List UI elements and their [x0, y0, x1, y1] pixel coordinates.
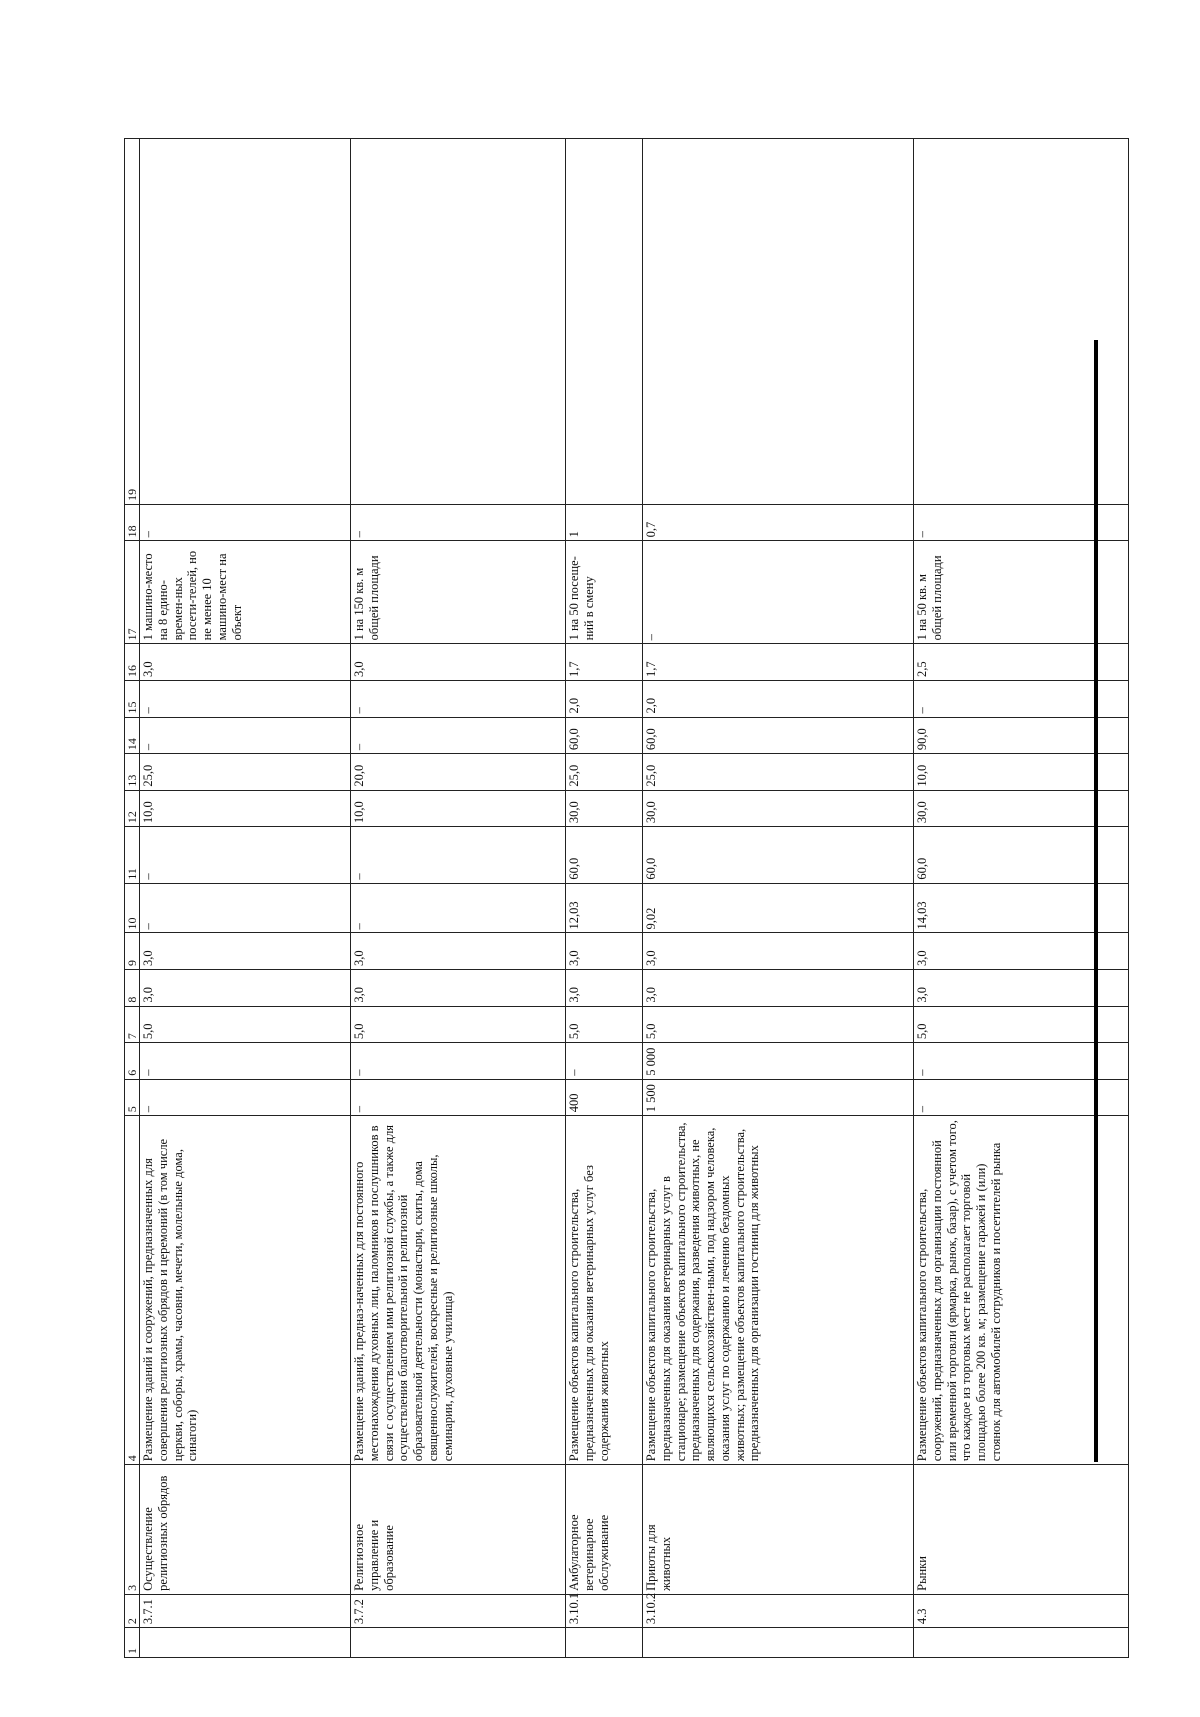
name-cell: Амбулаторное ветеринарное обслуживание: [566, 1465, 643, 1595]
value-cell: [643, 139, 914, 505]
value-cell: 9,02: [643, 883, 914, 933]
value-cell: 1: [566, 504, 643, 541]
value-cell: 5,0: [140, 1006, 351, 1043]
value-cell: 3,0: [351, 644, 566, 681]
description-cell: Размещение зданий, предназ-наченных для постоянного местонахождения духовных лиц, паломников и послушников в связи с осуществлением ими религиозной службы, а также для осуществления благотворительной и религиозной образовательной деятельности (монастыри, скиты, дома священнослужителей, воскресные и религиозные школы, семинарии, духовные училища): [351, 1116, 566, 1465]
value-cell: –: [351, 883, 566, 933]
value-cell: [351, 139, 566, 505]
header-row: [125, 139, 140, 1658]
value-cell: 3,0: [351, 933, 566, 970]
value-cell: 12,03: [566, 883, 643, 933]
description-cell: Размещение объектов капитального строительства, сооружений, предназначенных для организации постоянной или временной торговли (ярмарка, рынок, базар), с учетом того, что каждое из торговых мест не располагает торговой площадью более 200 кв. м; размещение гаражей и (или) стоянок для автомобилей сотрудников и посетителей рынка: [914, 1116, 1129, 1465]
value-cell: –: [351, 717, 566, 754]
parking-cell: 1 на 50 посеще-ний в смену: [566, 541, 643, 644]
value-cell: 3,0: [566, 970, 643, 1007]
value-cell: –: [140, 504, 351, 541]
value-cell: 60,0: [566, 827, 643, 884]
header-cell: 14: [125, 717, 140, 754]
header-cell: 12: [125, 790, 140, 827]
description-cell: Размещение зданий и сооружений, предназначенных для совершения религиозных обрядов и церемоний (в том числе церкви, соборы, храмы, часовни, мечети, молельные дома, синагоги): [140, 1116, 351, 1465]
value-cell: 60,0: [643, 827, 914, 884]
table-row: [643, 139, 914, 1658]
value-cell: 10,0: [351, 790, 566, 827]
value-cell: 60,0: [643, 717, 914, 754]
parking-cell: –: [643, 541, 914, 644]
value-cell: [140, 139, 351, 505]
value-cell: 3,0: [914, 933, 1129, 970]
value-cell: 5,0: [914, 1006, 1129, 1043]
value-cell: 0,7: [643, 504, 914, 541]
value-cell: –: [351, 1043, 566, 1080]
value-cell: –: [566, 1043, 643, 1080]
description-cell: Размещение объектов капитального строительства, предназначенных для оказания ветеринарных услуг в стационаре; размещение объектов капитального строительства, предназначенных для содержания, разведения животных, не являющихся сельскохозяйствен-ными, под надзором человека, оказания услуг по содержанию и лечению бездомных животных; размещение объектов капитального строительства, предназначенных для организации гостиниц для животных: [643, 1116, 914, 1465]
parking-cell: 1 машино-место на 8 едино-времен-ных посети-телей, но не менее 10 машино-мест на объект: [140, 541, 351, 644]
header-cell: 2: [125, 1594, 140, 1627]
name-cell: Приюты для животных: [643, 1465, 914, 1595]
value-cell: –: [914, 1079, 1129, 1116]
name-cell: Религиозное управление и образование: [351, 1465, 566, 1595]
value-cell: 3,0: [351, 970, 566, 1007]
value-cell: 3,0: [140, 644, 351, 681]
code-cell: 4.3: [914, 1594, 1129, 1627]
header-cell: 16: [125, 644, 140, 681]
value-cell: 3,0: [566, 933, 643, 970]
value-cell: 30,0: [914, 790, 1129, 827]
scan-edge-bar: [1094, 340, 1098, 1462]
value-cell: 3,0: [914, 970, 1129, 1007]
value-cell: 3,0: [643, 933, 914, 970]
cell-col1: [643, 1628, 914, 1658]
value-cell: 2,0: [643, 680, 914, 717]
value-cell: 14,03: [914, 883, 1129, 933]
value-cell: –: [914, 680, 1129, 717]
value-cell: 5,0: [351, 1006, 566, 1043]
value-cell: –: [351, 680, 566, 717]
value-cell: –: [140, 883, 351, 933]
value-cell: 10,0: [914, 754, 1129, 791]
value-cell: 5 000: [643, 1043, 914, 1080]
header-cell: 6: [125, 1043, 140, 1080]
value-cell: 3,0: [140, 933, 351, 970]
value-cell: 30,0: [643, 790, 914, 827]
description-cell: Размещение объектов капитального строительства, предназначенных для оказания ветеринарных услуг без содержания животных: [566, 1116, 643, 1465]
value-cell: 400: [566, 1079, 643, 1116]
value-cell: 20,0: [351, 754, 566, 791]
table-row: [566, 139, 643, 1658]
name-cell: Осуществление религиозных обрядов: [140, 1465, 351, 1595]
header-cell: 9: [125, 933, 140, 970]
rotated-table-wrapper: [124, 138, 1200, 1658]
header-cell: 18: [125, 504, 140, 541]
value-cell: –: [140, 717, 351, 754]
header-cell: 13: [125, 754, 140, 791]
value-cell: 30,0: [566, 790, 643, 827]
value-cell: –: [351, 827, 566, 884]
code-cell: 3.10.1: [566, 1594, 643, 1627]
value-cell: 60,0: [914, 827, 1129, 884]
value-cell: 90,0: [914, 717, 1129, 754]
header-cell: 5: [125, 1079, 140, 1116]
value-cell: 3,0: [140, 970, 351, 1007]
parking-cell: 1 на 50 кв. м общей площади: [914, 541, 1129, 644]
header-cell: 3: [125, 1465, 140, 1595]
land-use-table: [124, 138, 1129, 1658]
header-cell: 8: [125, 970, 140, 1007]
cell-col1: [140, 1628, 351, 1658]
table-row: [351, 139, 566, 1658]
value-cell: 25,0: [140, 754, 351, 791]
value-cell: 1,7: [566, 644, 643, 681]
header-cell: 19: [125, 139, 140, 505]
value-cell: 25,0: [566, 754, 643, 791]
parking-cell: 1 на 150 кв. м общей площади: [351, 541, 566, 644]
header-cell: 10: [125, 883, 140, 933]
header-cell: 11: [125, 827, 140, 884]
value-cell: –: [140, 680, 351, 717]
value-cell: [566, 139, 643, 505]
value-cell: 5,0: [566, 1006, 643, 1043]
cell-col1: [914, 1628, 1129, 1658]
value-cell: 2,0: [566, 680, 643, 717]
value-cell: –: [914, 1043, 1129, 1080]
value-cell: –: [140, 827, 351, 884]
code-cell: 3.10.2: [643, 1594, 914, 1627]
value-cell: 10,0: [140, 790, 351, 827]
cell-col1: [351, 1628, 566, 1658]
value-cell: –: [914, 504, 1129, 541]
value-cell: –: [140, 1079, 351, 1116]
value-cell: 1 500: [643, 1079, 914, 1116]
value-cell: –: [140, 1043, 351, 1080]
value-cell: –: [351, 504, 566, 541]
value-cell: 5,0: [643, 1006, 914, 1043]
header-cell: 7: [125, 1006, 140, 1043]
table-row: [140, 139, 351, 1658]
value-cell: –: [351, 1079, 566, 1116]
cell-col1: [566, 1628, 643, 1658]
value-cell: 25,0: [643, 754, 914, 791]
name-cell: Рынки: [914, 1465, 1129, 1595]
header-cell: 4: [125, 1116, 140, 1465]
header-cell: 17: [125, 541, 140, 644]
value-cell: 60,0: [566, 717, 643, 754]
code-cell: 3.7.2: [351, 1594, 566, 1627]
header-cell: 1: [125, 1628, 140, 1658]
value-cell: 3,0: [643, 970, 914, 1007]
header-cell: 15: [125, 680, 140, 717]
value-cell: 2,5: [914, 644, 1129, 681]
code-cell: 3.7.1: [140, 1594, 351, 1627]
value-cell: 1,7: [643, 644, 914, 681]
